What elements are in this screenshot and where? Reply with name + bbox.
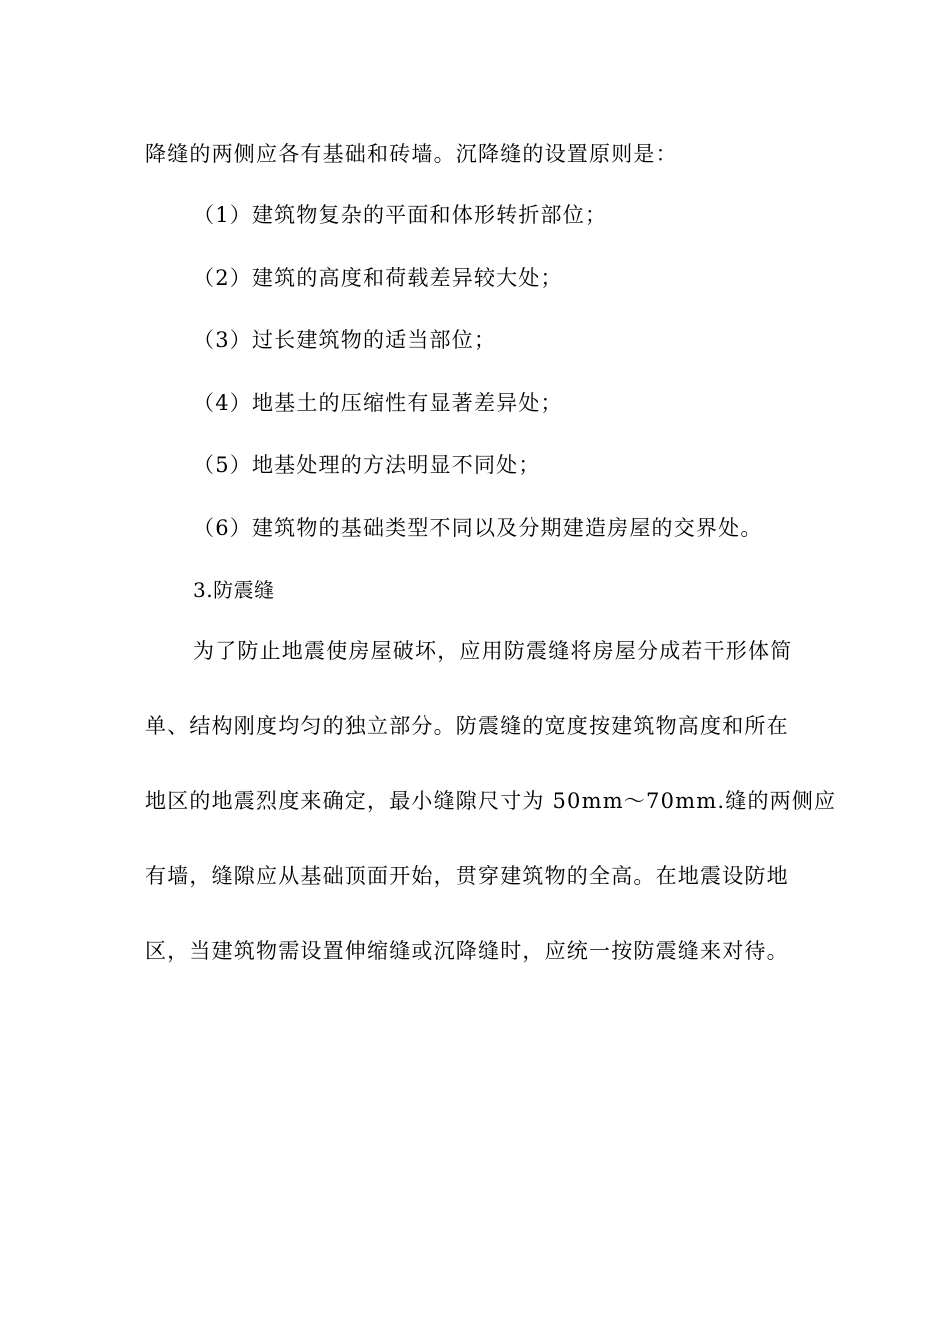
section-heading: 3.防震缝 — [193, 578, 275, 602]
paragraph-line-2: 单、结构刚度均匀的独立部分。防震缝的宽度按建筑物高度和所在 — [145, 714, 789, 738]
paragraph-line-4: 有墙，缝隙应从基础顶面开始，贯穿建筑物的全高。在地震设防地 — [145, 864, 789, 888]
principle-item-4: （4）地基土的压缩性有显著差异处； — [193, 391, 563, 415]
intro-line: 降缝的两侧应各有基础和砖墙。沉降缝的设置原则是： — [145, 142, 678, 166]
paragraph-line-3: 地区的地震烈度来确定，最小缝隙尺寸为 50mm～70mm.缝的两侧应 — [145, 789, 837, 813]
principle-item-5: （5）地基处理的方法明显不同处； — [193, 453, 541, 477]
paragraph-line-5: 区，当建筑物需设置伸缩缝或沉降缝时，应统一按防震缝来对待。 — [145, 939, 789, 963]
principle-item-6: （6）建筑物的基础类型不同以及分期建造房屋的交界处。 — [193, 516, 763, 540]
principle-item-1: （1）建筑物复杂的平面和体形转折部位； — [193, 203, 608, 227]
principle-item-3: （3）过长建筑物的适当部位； — [193, 328, 497, 352]
paragraph-line-1: 为了防止地震使房屋破坏，应用防震缝将房屋分成若干形体简 — [193, 639, 793, 663]
principle-item-2: （2）建筑的高度和荷载差异较大处； — [193, 266, 563, 290]
